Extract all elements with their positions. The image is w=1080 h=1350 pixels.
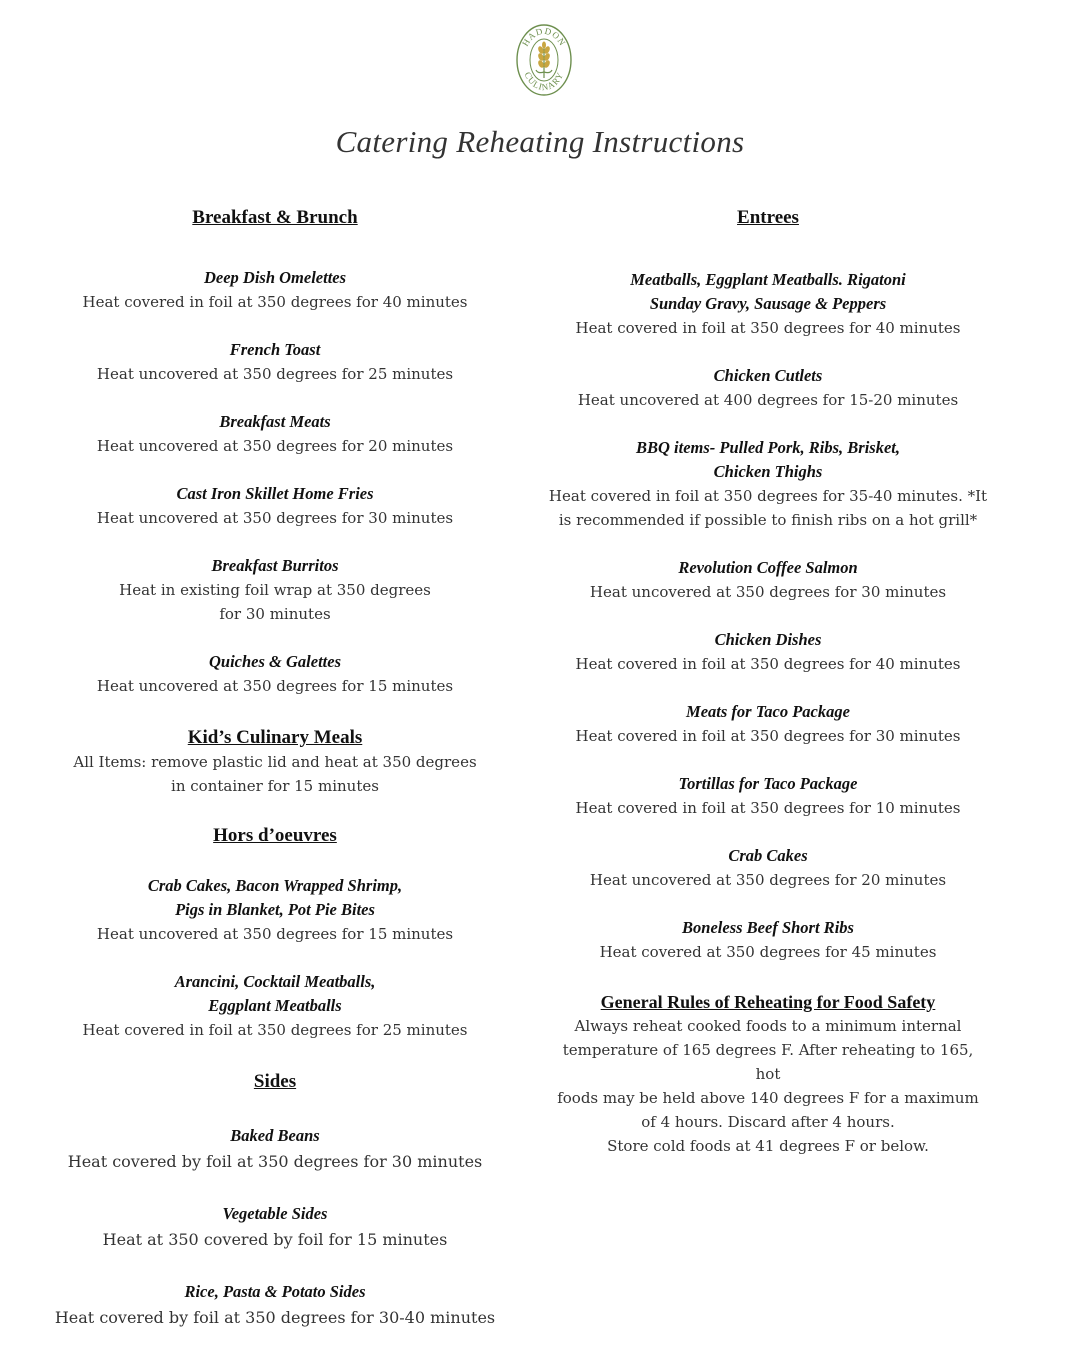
general-rules-line: foods may be held above 140 degrees F for a maximum <box>557 1089 979 1107</box>
item-instructions: Heat at 350 covered by foil for 15 minutes <box>102 1230 448 1249</box>
item-name: Crab Cakes <box>728 846 808 865</box>
item-name: Deep Dish Omelettes <box>203 268 347 287</box>
menu-item <box>548 556 988 604</box>
item-instructions: Heat uncovered at 350 degrees for 20 minutes <box>589 871 947 889</box>
section-heading-kids: Kid’s Culinary Meals <box>187 727 363 748</box>
item-instructions: Heat uncovered at 350 degrees for 20 minutes <box>96 437 454 455</box>
general-rules-line: temperature of 165 degrees F. After reheating to 165, hot <box>562 1041 974 1083</box>
item-instructions: Heat covered at 350 degrees for 45 minutes <box>599 943 937 961</box>
item-name: Tortillas for Taco Package <box>678 774 858 793</box>
haddon-culinary-logo <box>514 22 574 98</box>
menu-item <box>40 1124 510 1176</box>
item-name: BBQ items- Pulled Pork, Ribs, Brisket, <box>635 438 901 457</box>
item-instructions: Heat covered in foil at 350 degrees for 40 minutes <box>575 655 961 673</box>
item-instructions: Heat covered by foil at 350 degrees for 30 minutes <box>67 1152 483 1171</box>
item-name: Meatballs, Eggplant Meatballs. Rigatoni <box>630 270 906 289</box>
logo-top-text: HADDON <box>520 25 568 48</box>
item-name: Rice, Pasta & Potato Sides <box>184 1282 366 1301</box>
menu-item <box>40 338 510 386</box>
item-name: Breakfast Meats <box>219 412 331 431</box>
item-name: Breakfast Burritos <box>211 556 339 575</box>
item-name: Arancini, Cocktail Meatballs, <box>174 972 376 991</box>
item-name: Revolution Coffee Salmon <box>678 558 858 577</box>
item-instructions: Heat uncovered at 350 degrees for 30 minutes <box>96 509 454 527</box>
menu-item <box>40 970 510 1042</box>
menu-item <box>40 1280 510 1332</box>
item-name: Eggplant Meatballs <box>208 996 342 1015</box>
menu-item <box>548 772 988 820</box>
menu-item <box>40 482 510 530</box>
menu-item <box>40 554 510 626</box>
item-instructions: is recommended if possible to finish ribs on a hot grill* <box>558 511 978 529</box>
general-rules-line: Always reheat cooked foods to a minimum internal <box>574 1017 962 1035</box>
general-rules-line: of 4 hours. Discard after 4 hours. <box>641 1113 895 1131</box>
menu-item <box>548 364 988 412</box>
item-instructions: Heat covered in foil at 350 degrees for 40 minutes <box>82 293 468 311</box>
page-title: Catering Reheating Instructions <box>335 124 745 159</box>
section-heading-sides: Sides <box>253 1071 297 1092</box>
item-name: Meats for Taco Package <box>686 702 850 721</box>
item-instructions: Heat in existing foil wrap at 350 degrees <box>119 581 431 599</box>
menu-item <box>548 628 988 676</box>
item-name: Chicken Thighs <box>713 462 823 481</box>
item-name: Cast Iron Skillet Home Fries <box>176 484 374 503</box>
item-instructions: Heat covered in foil at 350 degrees for 35-40 minutes. *It <box>548 487 988 505</box>
item-instructions: Heat uncovered at 350 degrees for 30 minutes <box>589 583 947 601</box>
item-instructions: Heat uncovered at 400 degrees for 15-20 minutes <box>577 391 959 409</box>
menu-item <box>548 436 988 532</box>
general-rules-line: Store cold foods at 41 degrees F or below. <box>607 1137 929 1155</box>
logo-bottom-text: CULINARY <box>522 70 566 93</box>
item-name: Chicken Cutlets <box>713 366 823 385</box>
item-name: Pigs in Blanket, Pot Pie Bites <box>175 900 375 919</box>
item-instructions: for 30 minutes <box>219 605 331 623</box>
menu-item <box>548 844 988 892</box>
kids-instructions-line: All Items: remove plastic lid and heat at 350 degrees <box>73 753 477 771</box>
menu-item <box>548 916 988 964</box>
item-name: Quiches & Galettes <box>209 652 341 671</box>
menu-item <box>548 268 988 340</box>
item-name: Sunday Gravy, Sausage & Peppers <box>649 294 887 313</box>
section-heading-general-rules: General Rules of Reheating for Food Safety <box>600 992 936 1012</box>
item-instructions: Heat covered by foil at 350 degrees for 30-40 minutes <box>54 1308 496 1327</box>
section-heading-entrees: Entrees <box>737 207 799 228</box>
menu-item <box>40 1202 510 1254</box>
item-instructions: Heat uncovered at 350 degrees for 15 minutes <box>96 925 454 943</box>
menu-item <box>40 266 510 314</box>
menu-item <box>40 410 510 458</box>
item-instructions: Heat covered in foil at 350 degrees for 10 minutes <box>575 799 961 817</box>
item-name: Vegetable Sides <box>222 1204 328 1223</box>
menu-item <box>548 700 988 748</box>
left-column <box>40 206 510 1332</box>
menu-item <box>40 874 510 946</box>
section-heading-hors-doeuvres: Hors d’oeuvres <box>213 825 337 846</box>
item-instructions: Heat uncovered at 350 degrees for 25 minutes <box>96 365 454 383</box>
item-instructions: Heat uncovered at 350 degrees for 15 minutes <box>96 677 454 695</box>
item-name: Baked Beans <box>230 1126 320 1145</box>
section-heading-breakfast: Breakfast & Brunch <box>192 207 358 228</box>
right-column <box>548 206 988 1158</box>
item-instructions: Heat covered in foil at 350 degrees for 30 minutes <box>575 727 961 745</box>
item-name: Crab Cakes, Bacon Wrapped Shrimp, <box>147 876 403 895</box>
logo-emblem <box>514 22 574 98</box>
kids-instructions-line: in container for 15 minutes <box>171 777 379 795</box>
item-name: French Toast <box>229 340 321 359</box>
menu-item <box>40 650 510 698</box>
item-name: Boneless Beef Short Ribs <box>682 918 854 937</box>
item-instructions: Heat covered in foil at 350 degrees for 25 minutes <box>82 1021 468 1039</box>
wheat-sprig-icon <box>536 42 552 79</box>
item-name: Chicken Dishes <box>714 630 822 649</box>
item-instructions: Heat covered in foil at 350 degrees for 40 minutes <box>575 319 961 337</box>
